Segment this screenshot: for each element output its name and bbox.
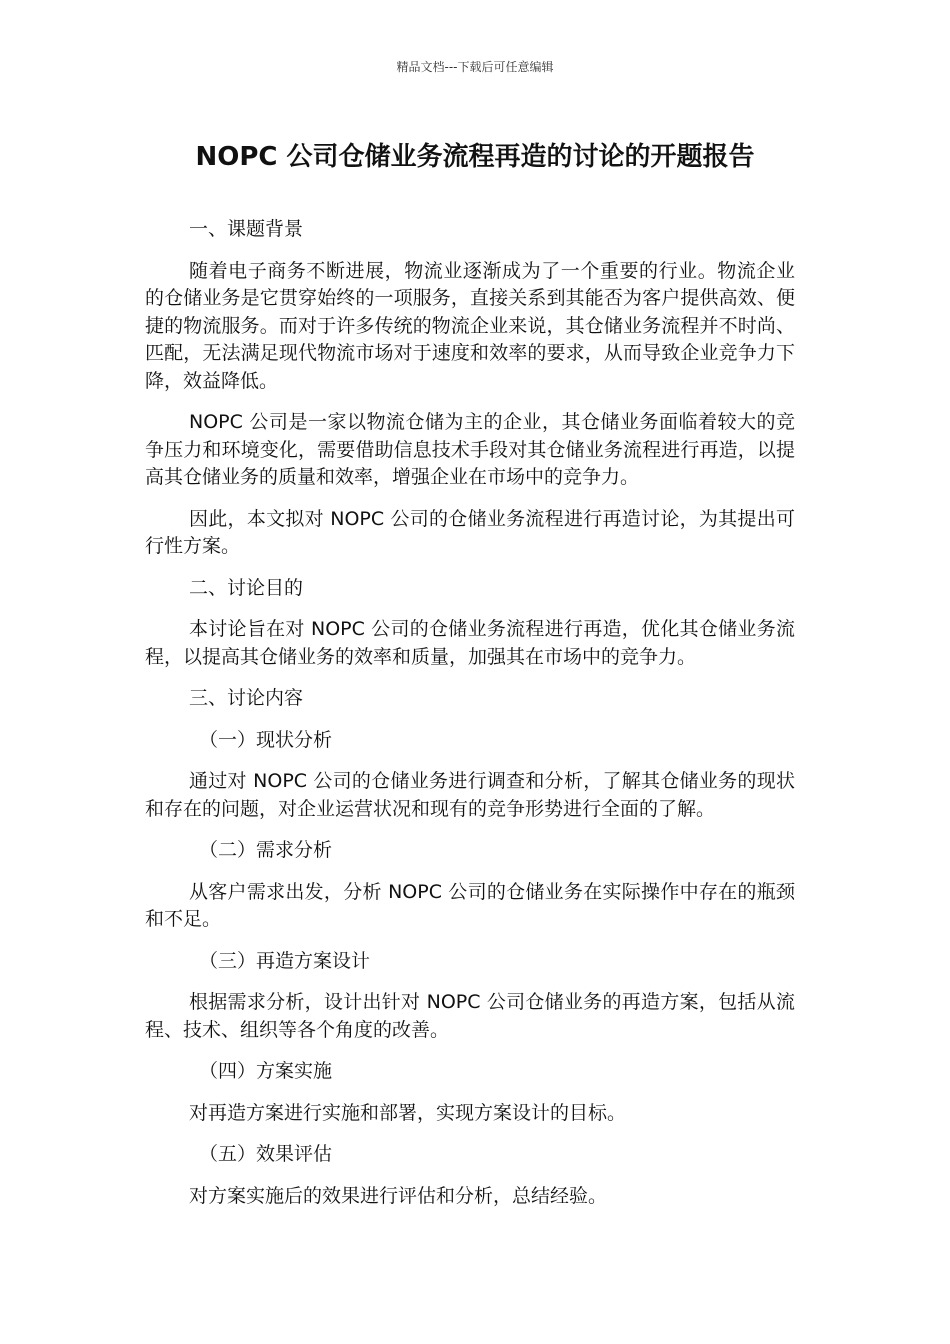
section-heading-purpose: 二、讨论目的 — [189, 576, 304, 599]
paragraph: 从客户需求出发，分析 NOPC 公司的仓储业务在实际操作中存在的瓶颈和不足。 — [145, 880, 795, 930]
subsection-heading: （二）需求分析 — [199, 839, 333, 861]
paragraph: 根据需求分析，设计出针对 NOPC 公司仓储业务的再造方案，包括从流程、技术、组织等各个角度的改善。 — [145, 991, 795, 1041]
paragraph: 因此，本文拟对 NOPC 公司的仓储业务流程进行再造讨论，为其提出可行性方案。 — [145, 507, 795, 557]
section-heading-background: 一、课题背景 — [189, 218, 304, 240]
document-title: NOPC 公司仓储业务流程再造的讨论的开题报告 — [195, 142, 755, 172]
page-header: 精品文档---下载后可任意编辑 — [396, 60, 554, 74]
paragraph: 对方案实施后的效果进行评估和分析，总结经验。 — [189, 1184, 608, 1207]
paragraph: 对再造方案进行实施和部署，实现方案设计的目标。 — [189, 1101, 627, 1124]
section-heading-content: 三、讨论内容 — [189, 687, 304, 709]
paragraph: 通过对 NOPC 公司的仓储业务进行调查和分析，了解其仓储业务的现状和存在的问题，对企业运营状况和现有的竞争形势进行全面的了解。 — [145, 770, 795, 820]
subsection-heading: （五）效果评估 — [199, 1143, 333, 1165]
subsection-heading: （一）现状分析 — [199, 728, 333, 751]
subsection-heading: （四）方案实施 — [199, 1060, 333, 1082]
paragraph: 本讨论旨在对 NOPC 公司的仓储业务流程进行再造，优化其仓储业务流程，以提高其仓储业务的效率和质量，加强其在市场中的竞争力。 — [145, 618, 795, 668]
document-body — [145, 216, 795, 1224]
subsection-heading: （三）再造方案设计 — [199, 949, 371, 972]
paragraph: 随着电子商务不断进展，物流业逐渐成为了一个重要的行业。物流企业的仓储业务是它贯穿始终的一项服务，直接关系到其能否为客户提供高效、便捷的物流服务。而对于许多传统的物流企业来说，其仓储业务流程并不时尚、匹配，无法满足现代物流市场对于速度和效率的要求，从而导致企业竞争力下降，效益降低。 — [145, 259, 795, 392]
paragraph: NOPC 公司是一家以物流仓储为主的企业，其仓储业务面临着较大的竞争压力和环境变化，需要借助信息技术手段对其仓储业务流程进行再造，以提高其仓储业务的质量和效率，增强企业在市场中的竞争力。 — [145, 411, 795, 488]
